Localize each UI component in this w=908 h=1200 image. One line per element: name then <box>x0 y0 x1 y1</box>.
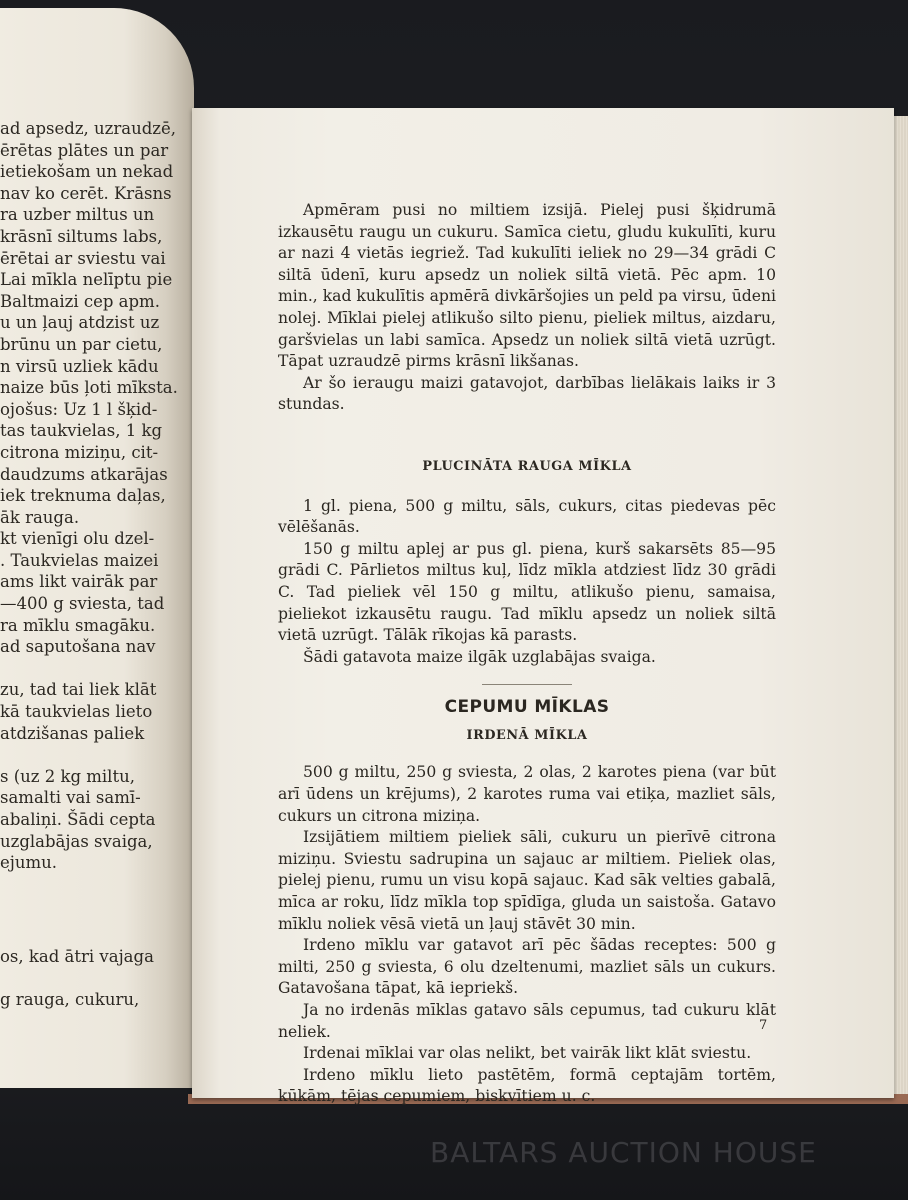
left-line: . Taukvielas maizei <box>0 550 159 570</box>
paragraph: Irdeno mīklu lieto pastētēm, formā ceptajām tortēm, kūkām, tējas cepumiem, biskvītiem u. c. <box>278 1065 776 1106</box>
paragraph: 1 gl. piena, 500 g miltu, sāls, cukurs, citas piedevas pēc vēlēšanās. <box>278 496 776 537</box>
left-line: zu, tad tai liek klāt <box>0 680 157 700</box>
paragraph: Ar šo ieraugu maizi gatavojot, darbības lielākais laiks ir 3 stundas. <box>278 373 776 414</box>
paragraph: 500 g miltu, 250 g sviesta, 2 olas, 2 karotes piena (var būt arī ūdens un krējums), 2 karotes ruma vai etiķa, mazliet sāls, cukurs un citrona miziņa. <box>278 763 776 825</box>
left-line: —400 g sviesta, tad <box>0 594 165 614</box>
left-line: ērētas plātes un par <box>0 140 169 160</box>
watermark: BALTARS AUCTION HOUSE <box>430 1136 817 1169</box>
chapter-heading-cepumu: CEPUMU MĪKLAS <box>444 697 610 718</box>
left-line: g rauga, cukuru, <box>0 989 140 1009</box>
left-line: naize būs ļoti mīksta. <box>0 378 178 398</box>
left-line: u un ļauj atdzist uz <box>0 313 160 333</box>
paragraph: Irdeno mīklu var gatavot arī pēc šādas receptes: 500 g milti, 250 g sviesta, 6 olu dzeltenumi, mazliet sāls un cukurs. Gatavošana tāpat, kā iepriekš. <box>278 936 776 998</box>
left-line: ad apsedz, uzraudzē, <box>0 119 176 138</box>
left-line-blank <box>0 658 180 680</box>
left-line: ad saputošana nav <box>0 637 156 657</box>
left-line: kā taukvielas lieto <box>0 702 153 722</box>
left-line: s (uz 2 kg miltu, <box>0 766 135 786</box>
left-line-blank <box>0 967 180 989</box>
left-line: ams likt vairāk par <box>0 572 158 592</box>
left-line: nav ko cerēt. Krāsns <box>0 183 172 203</box>
left-spacer <box>0 874 180 946</box>
left-line: samalti vai samī- <box>0 788 141 808</box>
left-line: iek treknuma daļas, <box>0 486 166 506</box>
left-line: Lai mīkla nelīptu pie <box>0 270 173 290</box>
left-line: abaliņi. Šādi cepta <box>0 810 156 829</box>
left-page-text <box>0 118 180 1011</box>
left-line-blank <box>0 744 180 766</box>
left-line: ra uzber miltus un <box>0 205 155 225</box>
left-line: citrona miziņu, cit- <box>0 442 159 462</box>
left-line: kt vienīgi olu dzel- <box>0 529 155 549</box>
left-page <box>0 8 194 1088</box>
left-line: brūnu un par cietu, <box>0 334 163 354</box>
left-line: Baltmaizi cep apm. <box>0 291 160 311</box>
paragraph: Irdenai mīklai var olas nelikt, bet vairāk likt klāt sviestu. <box>303 1044 752 1063</box>
left-line: ērētai ar sviestu vai <box>0 248 166 268</box>
left-line: atdzišanas paliek <box>0 723 145 743</box>
page-number: 7 <box>759 1018 768 1033</box>
subheading-irdena: IRDENĀ MĪKLA <box>466 727 588 743</box>
section-divider <box>482 684 572 685</box>
left-line: ra mīklu smagāku. <box>0 615 156 635</box>
left-line: n virsū uzliek kādu <box>0 356 159 376</box>
left-line: ietiekošam un nekad <box>0 162 174 182</box>
right-page <box>192 108 894 1106</box>
left-line: os, kad ātri vajaga <box>0 946 154 966</box>
paragraph: Apmēram pusi no miltiem izsijā. Pielej pusi šķidrumā izkausētu raugu un cukuru. Samīca cietu, gludu kukulīti, kuru ar nazi 4 vietās iegriež. Tad kukulīti ieliek no 29—34 grādi C siltā ūdenī, kuru apsedz un noliek siltā vietā. Pēc apm. 10 min., kad kukulītis apmērā divkāršojies un peld pa virsu, ūdeni nolej. Mīklai pielej atlikušo silto pienu, pieliek miltus, aizdaru, garšvielas un labi samīca. Apsedz un noliek siltā vietā uzrūgt. Tāpat uzraudzē pirms krāsnī likšanas. <box>278 201 776 371</box>
left-line: krāsnī siltums labs, <box>0 226 163 246</box>
paragraph: 150 g miltu aplej ar pus gl. piena, kurš sakarsēts 85—95 grādi C. Pārlietos miltus kuļ, līdz mīkla atdziest līdz 30 grādi C. Tad pieliek vēl 150 g miltu, atlikušo pienu, samaisa, pieliekot izkausētu raugu. Tad mīklu apsedz un noliek siltā vietā uzrūgt. Tālāk rīkojas kā parasts. <box>278 539 776 645</box>
left-line: ejumu. <box>0 853 58 873</box>
left-line: ojošus: Uz 1 l šķid- <box>0 399 158 419</box>
left-line: āk rauga. <box>0 507 80 527</box>
left-line: tas taukvielas, 1 kg <box>0 421 163 441</box>
left-line: uzglabājas svaiga, <box>0 831 153 851</box>
page-content <box>278 200 776 1108</box>
paragraph: Šādi gatavota maize ilgāk uzglabājas svaiga. <box>303 647 656 666</box>
paragraph: Izsijātiem miltiem pieliek sāli, cukuru un pierīvē citrona miziņu. Sviestu sadrupina un sajauc ar miltiem. Pieliek olas, pielej pienu, rumu un visu kopā sajauc. Kad sāk velties gabalā, mīca ar roku, līdz mīkla top spīdīga, gluda un saistoša. Gatavo mīklu noliek vēsā vietā un ļauj stāvēt 30 min. <box>278 828 776 933</box>
left-line: daudzums atkarājas <box>0 464 168 484</box>
paragraph: Ja no irdenās mīklas gatavo sāls cepumus, tad cukuru klāt neliek. <box>278 1001 776 1041</box>
section-heading-plucinata: PLUCINĀTA RAUGA MĪKLA <box>422 458 632 474</box>
